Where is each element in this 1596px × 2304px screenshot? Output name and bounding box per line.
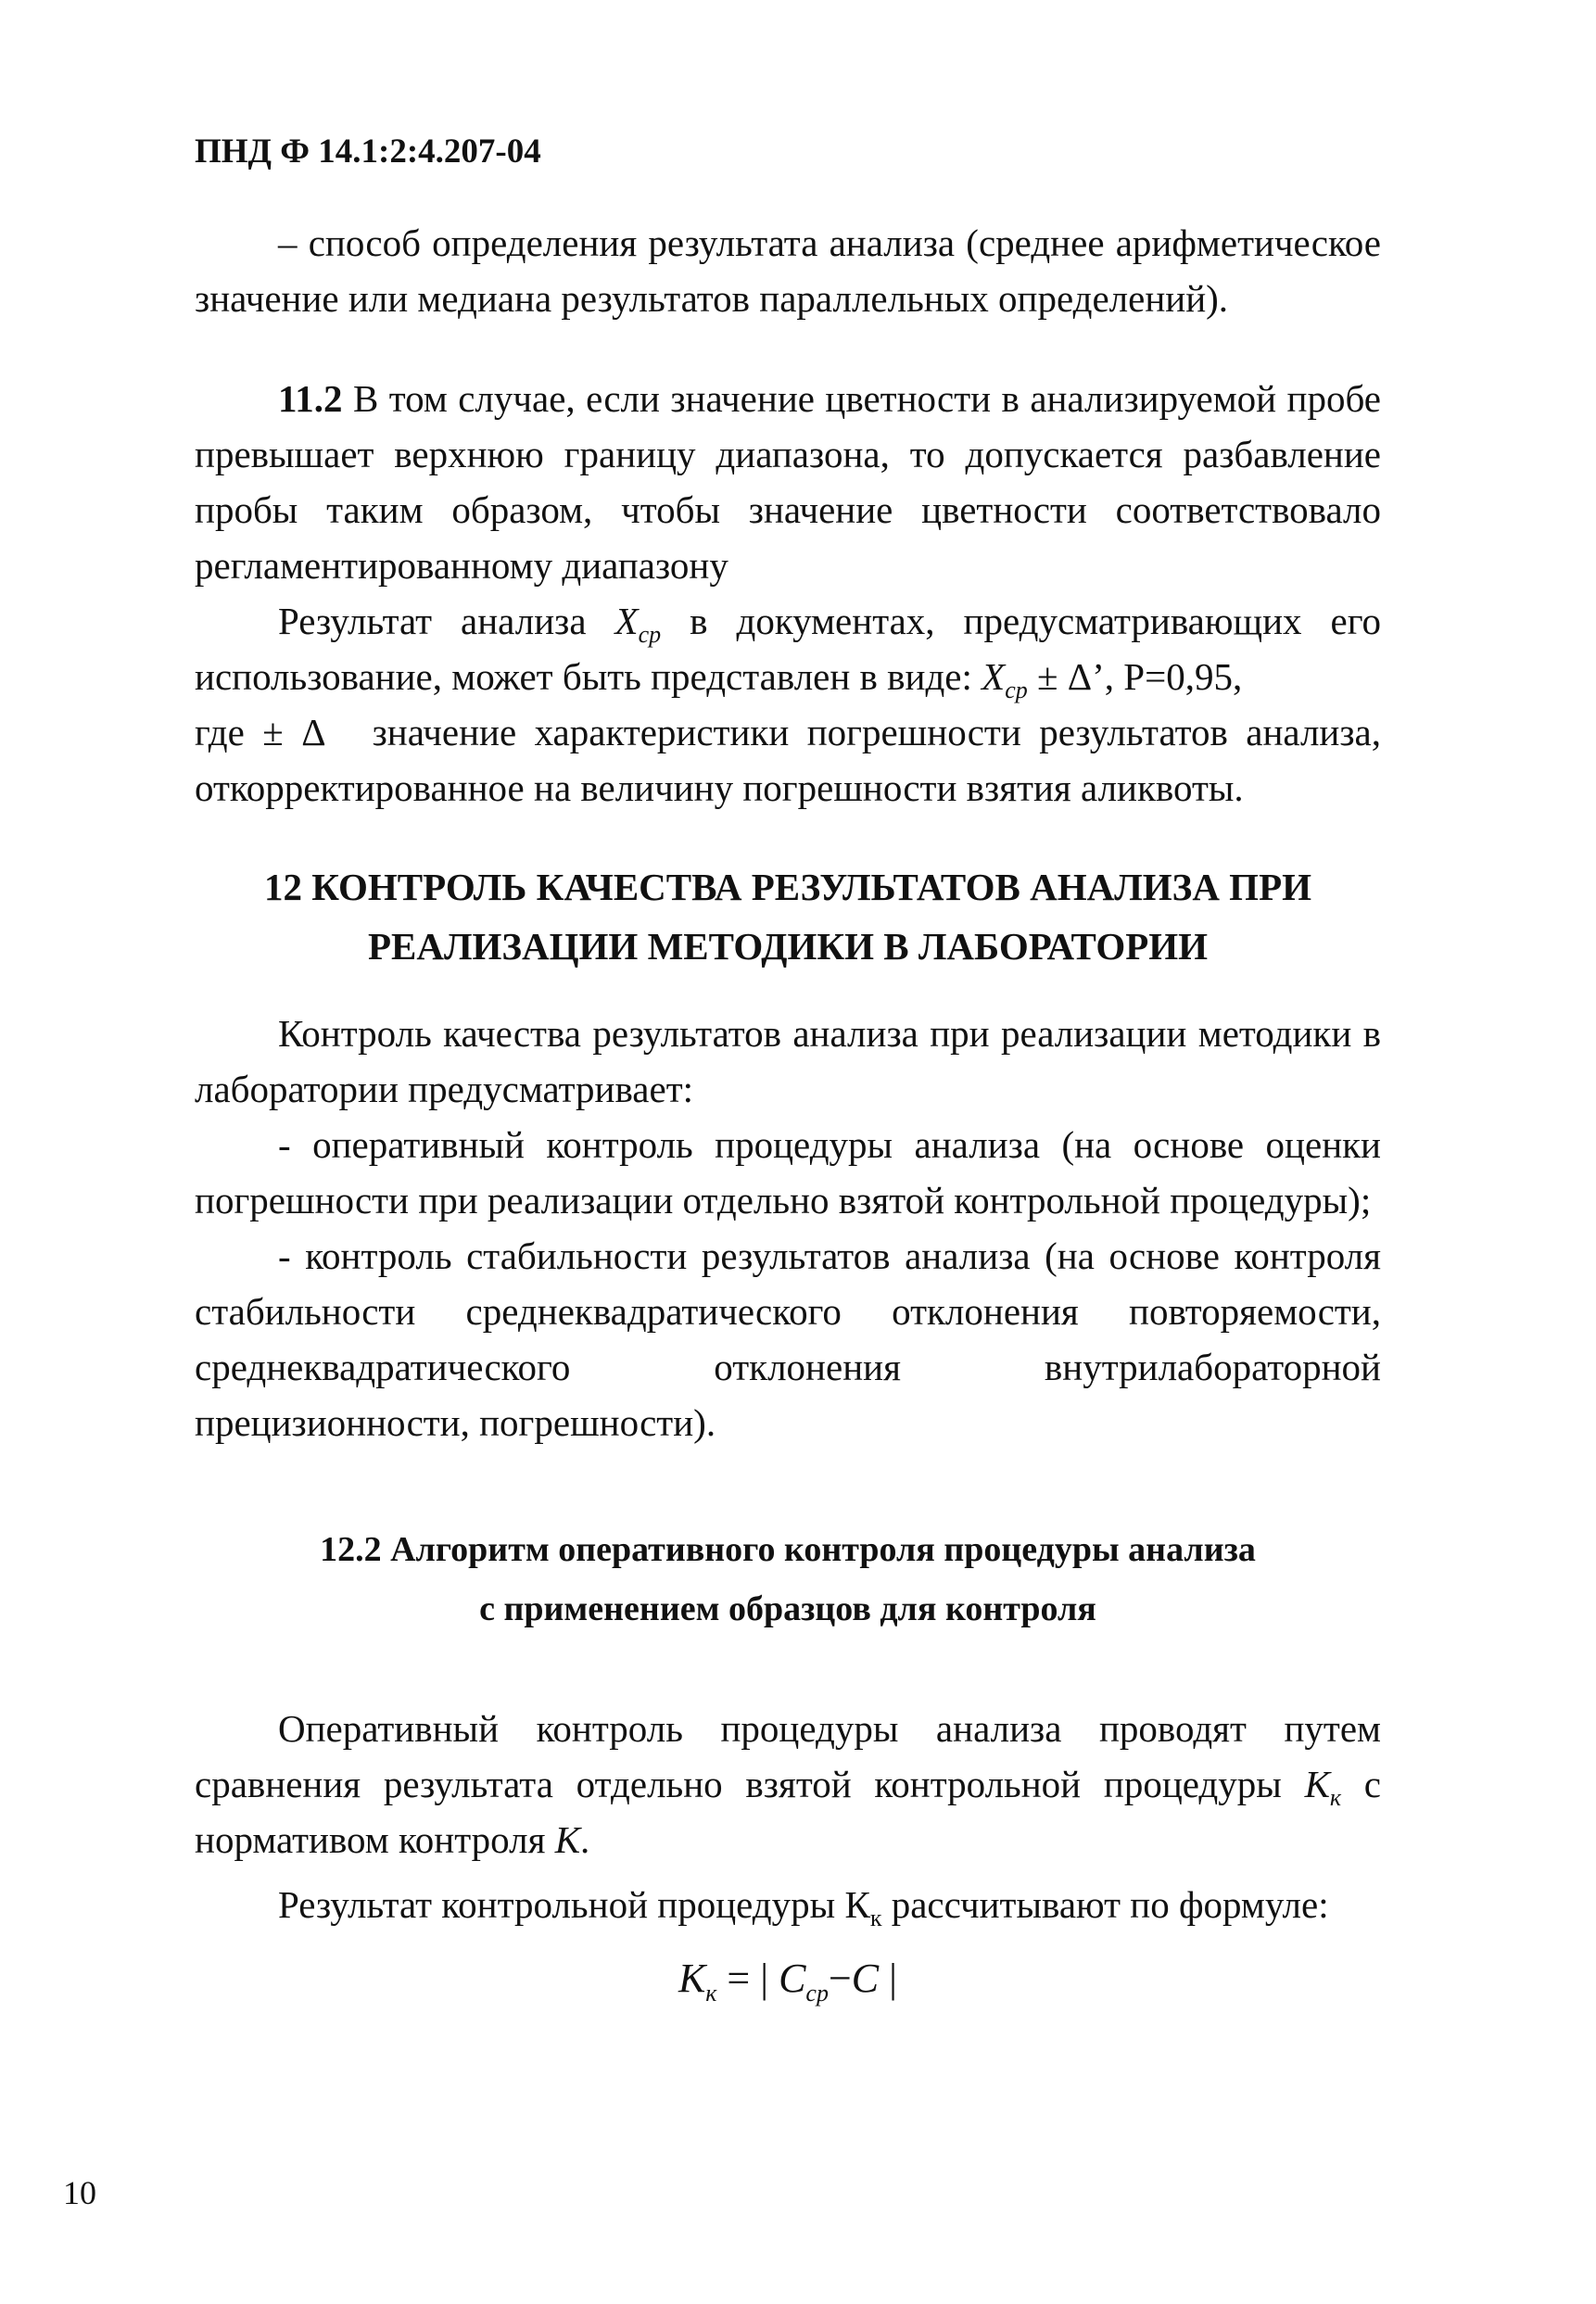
section-12-heading-line1: 12 КОНТРОЛЬ КАЧЕСТВА РЕЗУЛЬТАТОВ АНАЛИЗА ПРИ — [263, 866, 1312, 908]
result-text-a: Результат анализа — [278, 600, 615, 642]
s1222-p2-b: рассчитывают по формуле: — [881, 1883, 1329, 1926]
section-11-2-number: 11.2 — [278, 377, 343, 420]
var-x-subscript: ср — [638, 621, 662, 649]
formula-abs-left: | — [760, 1956, 769, 2001]
section-12-list-item-1: - оперативный контроль процедуры анализа (на основе оценки погрешности при реализации отдельно взятой контрольной процедуры); — [195, 1123, 1381, 1222]
formula-lhs-sub: к — [705, 1979, 717, 2007]
s1222-p1-a: Оперативный контроль процедуры анализа проводят путем сравнения результата отдельно взятой контрольной процедуры — [195, 1707, 1381, 1805]
section-12-heading — [195, 857, 1381, 976]
var-k-norm: К — [554, 1818, 580, 1861]
var-x-letter: X — [614, 600, 639, 642]
section-11-2-paragraph — [195, 371, 1381, 593]
section-12-heading-line2: РЕАЛИЗАЦИИ МЕТОДИКИ В ЛАБОРАТОРИИ — [367, 925, 1209, 968]
section-12-2-heading — [195, 1520, 1381, 1639]
section-12-list-item-2: - контроль стабильности результатов анализа (на основе контроля стабильности среднеквадратического отклонения повторяемости, среднеквадратического отклонения внутрилабораторной прецизионности, погрешности). — [195, 1234, 1381, 1444]
page-number: 10 — [63, 2174, 96, 2211]
formula-c: С — [851, 1956, 880, 2001]
where-lead: где ± Δ — [195, 711, 326, 753]
where-text: значение характеристики погрешности результатов анализа, откорректированное на величину погрешности взятия аликвоты. — [195, 711, 1381, 809]
section-12-2-heading-line2: с применением образцов для контроля — [479, 1589, 1096, 1628]
section-12-2-paragraph-1 — [195, 1701, 1381, 1867]
s1222-p1-b: с нормативом контроля — [195, 1763, 1381, 1861]
section-12-2-body — [195, 1701, 1381, 1932]
var-x-avg — [614, 600, 662, 649]
formula-equals: = — [716, 1956, 761, 2001]
intro-paragraph: – способ определения результата анализа (среднее арифметическое значение или медиана результатов параллельных определений). — [195, 222, 1381, 320]
var-x2-letter: X — [982, 655, 1006, 698]
where-paragraph — [195, 704, 1381, 816]
section-11-2-block — [195, 371, 1381, 816]
var-k-k — [1304, 1763, 1342, 1812]
result-text-c: ± Δ’, P=0,95, — [1027, 655, 1243, 698]
formula-lhs: К — [678, 1956, 706, 2001]
section-11-2-text: В том случае, если значение цветности в анализируемой пробе превышает верхнюю границу диапазона, то допускается разбавление пробы таким образом, чтобы значение цветности соответствовало регламентированному диапазону — [195, 377, 1381, 587]
section-12-2-paragraph-2 — [195, 1877, 1381, 1932]
result-text-b: в документах, предусматривающих его использование, может быть представлен в виде: — [195, 600, 1381, 698]
var-k-subscript: к — [1329, 1784, 1342, 1812]
formula-minus: − — [828, 1956, 852, 2001]
s1222-p1-c: . — [579, 1818, 590, 1861]
s1222-p2-a: Результат контрольной процедуры К — [278, 1883, 870, 1926]
formula-kk — [195, 1951, 1381, 2007]
var-x-avg-2 — [982, 655, 1028, 704]
formula-abs-right: | — [889, 1956, 897, 2001]
formula-c-avg-sub: ср — [805, 1979, 829, 2007]
section-12-2-heading-line1: 12.2 Алгоритм оперативного контроля процедуры анализа — [320, 1530, 1256, 1569]
var-x2-subscript: ср — [1005, 677, 1028, 704]
section-12-intro: Контроль качества результатов анализа при реализации методики в лаборатории предусматривает: — [195, 1012, 1381, 1110]
s1222-p2-sub: к — [869, 1905, 882, 1932]
result-paragraph — [195, 593, 1381, 704]
formula-c-avg: С — [779, 1956, 806, 2001]
var-k-letter: К — [1304, 1763, 1330, 1805]
intro-paragraph-block — [195, 215, 1381, 326]
document-code: ПНД Ф 14.1:2:4.207-04 — [195, 133, 541, 171]
section-12-body — [195, 1006, 1381, 1450]
